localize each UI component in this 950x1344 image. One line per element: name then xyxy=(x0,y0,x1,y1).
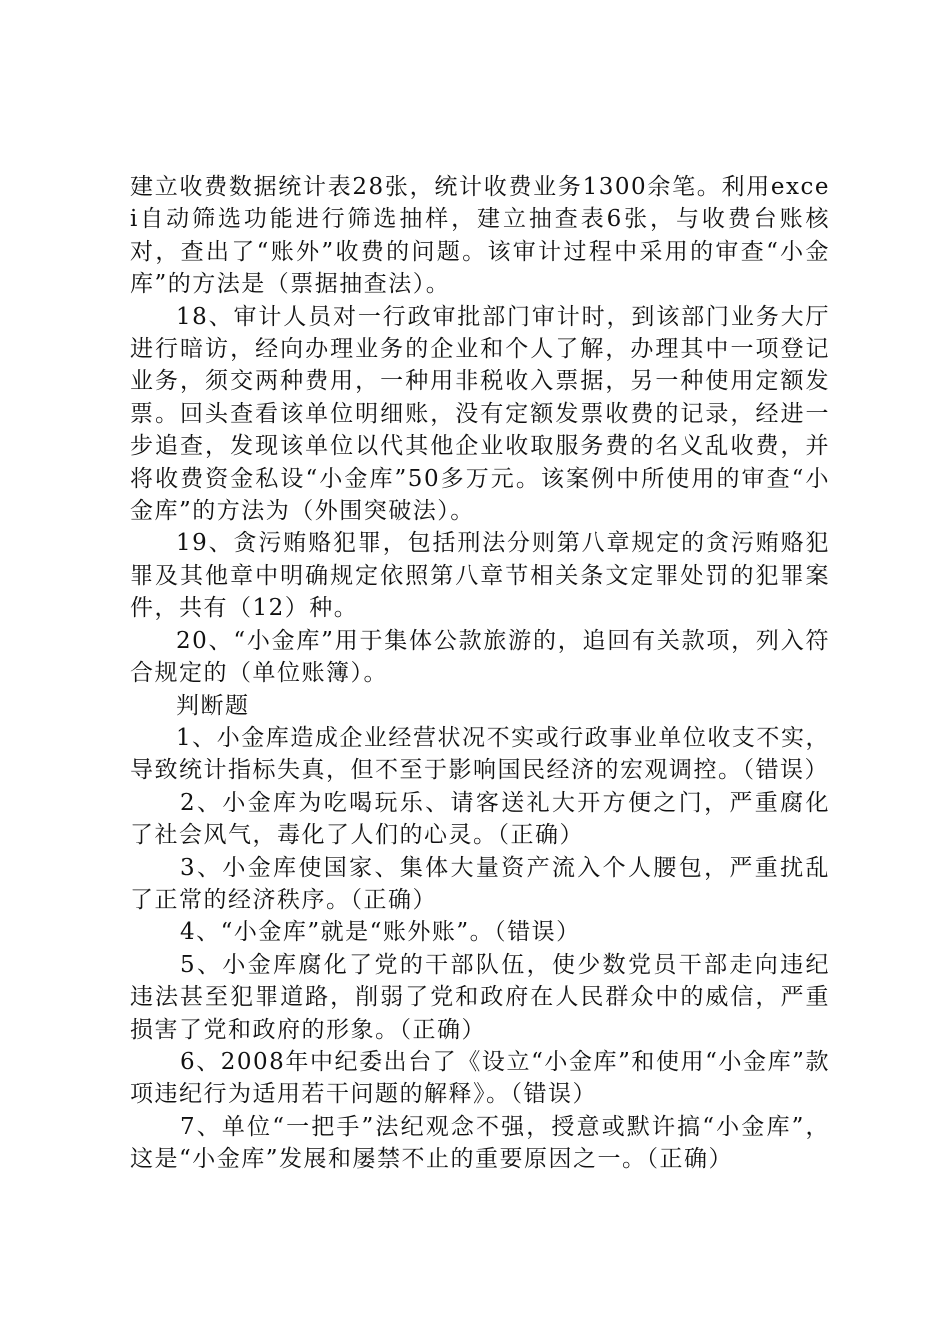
judgment-item-2: 2、小金库为吃喝玩乐、请客送礼大开方便之门，严重腐化了社会风气，毒化了人们的心灵。（正确） xyxy=(130,789,830,849)
judgment-item-7: 7、单位“一把手”法纪观念不强，授意或默许搞“小金库”，这是“小金库”发展和屡禁不止的重要原因之一。（正确） xyxy=(130,1113,830,1173)
judgment-item-6: 6、2008年中纪委出台了《设立“小金库”和使用“小金库”款项违纪行为适用若干问题的解释》。（错误） xyxy=(130,1048,830,1108)
judgment-item-1: 1、小金库造成企业经营状况不实或行政事业单位收支不实，导致统计指标失真，但不至于影响国民经济的宏观调控。（错误） xyxy=(130,724,830,784)
paragraph-item-18: 18、审计人员对一行政审批部门审计时，到该部门业务大厅进行暗访，经向办理业务的企业和个人了解，办理其中一项登记业务，须交两种费用，一种用非税收入票据，另一种使用定额发票。回头查看该单位明细账，没有定额发票收费的记录，经进一步追查，发现该单位以代其他企业收取服务费的名义乱收费，并将收费资金私设“小金库”50多万元。该案例中所使用的审查“小金库”的方法为（外围突破法）。 xyxy=(130,303,830,525)
judgment-item-4: 4、“小金库”就是“账外账”。（错误） xyxy=(180,919,581,946)
document-body xyxy=(130,171,830,1176)
paragraph-item-19: 19、贪污贿赂犯罪，包括刑法分则第八章规定的贪污贿赂犯罪及其他章中明确规定依照第八章节相关条文定罪处罚的犯罪案件，共有（12）种。 xyxy=(130,530,830,622)
section-heading-judgment: 判断题 xyxy=(176,692,250,719)
paragraph-continued: 建立收费数据统计表28张，统计收费业务1300余笔。利用excei自动筛选功能进行筛选抽样，建立抽查表6张，与收费台账核对，查出了“账外”收费的问题。该审计过程中采用的审查“小金库”的方法是（票据抽查法）。 xyxy=(130,174,830,298)
judgment-item-3: 3、小金库使国家、集体大量资产流入个人腰包，严重扰乱了正常的经济秩序。（正确） xyxy=(130,854,830,913)
paragraph-item-20: 20、“小金库”用于集体公款旅游的，追回有关款项，列入符合规定的（单位账簿）。 xyxy=(130,627,830,687)
judgment-item-5: 5、小金库腐化了党的干部队伍，使少数党员干部走向违纪违法甚至犯罪道路，削弱了党和政府在人民群众中的威信，严重损害了党和政府的形象。（正确） xyxy=(130,951,830,1043)
